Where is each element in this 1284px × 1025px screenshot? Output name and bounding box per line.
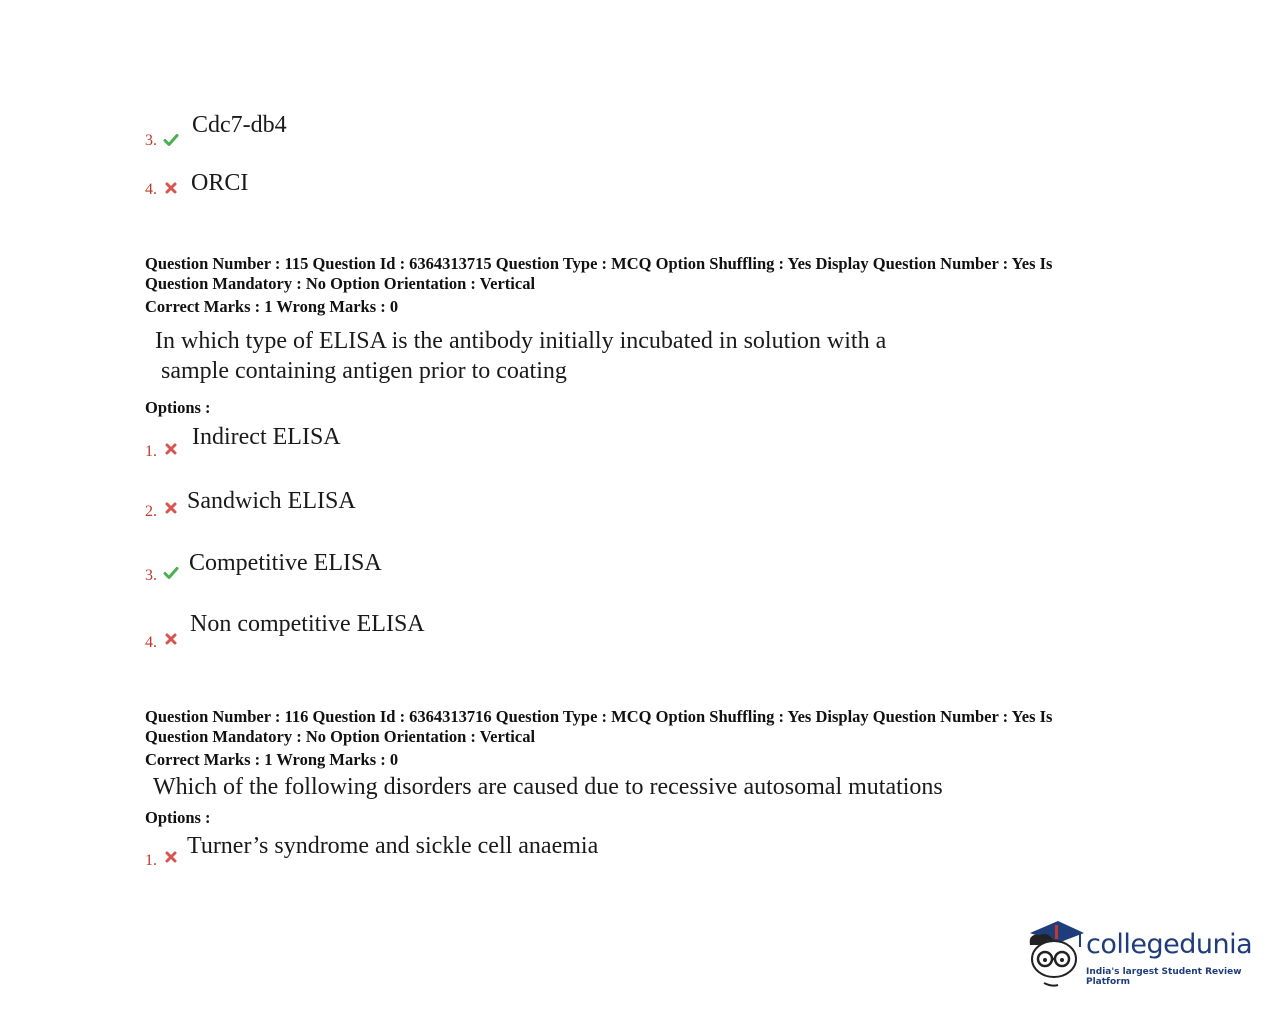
options-label: Options : [145, 808, 211, 827]
cross-icon [163, 180, 179, 196]
option-number: 4. [145, 181, 157, 198]
option-number: 4. [145, 634, 157, 651]
option-number: 3. [145, 132, 157, 149]
option-number: 3. [145, 567, 157, 584]
check-icon [163, 565, 179, 581]
option-number: 1. [145, 852, 157, 869]
question-text: In which type of ELISA is the antibody initially incubated in solution with a [155, 328, 887, 354]
option-number: 1. [145, 443, 157, 460]
option-text: Competitive ELISA [189, 550, 382, 576]
question-text: sample containing antigen prior to coating [161, 358, 567, 384]
option-text: Sandwich ELISA [187, 488, 356, 514]
logo-name: collegedunia [1086, 929, 1253, 960]
collegedunia-logo [1024, 915, 1264, 990]
question-meta-line: Question Number : 116 Question Id : 6364313716 Question Type : MCQ Option Shuffling : Yes Display Question Number : Yes Is [145, 707, 1053, 726]
question-marks: Correct Marks : 1 Wrong Marks : 0 [145, 750, 399, 769]
question-meta-line: Question Mandatory : No Option Orientation : Vertical [145, 727, 536, 746]
question-meta [145, 254, 1125, 294]
option-text: Non competitive ELISA [190, 611, 425, 637]
question-meta [145, 707, 1125, 747]
option-text: Cdc7-db4 [192, 112, 287, 138]
option-text: Indirect ELISA [192, 424, 341, 450]
logo-tagline: India's largest Student Review Platform [1086, 967, 1242, 987]
question-meta-line: Question Mandatory : No Option Orientation : Vertical [145, 274, 536, 293]
cross-icon [163, 441, 179, 457]
option-number: 2. [145, 503, 157, 520]
option-text: ORCI [191, 170, 249, 196]
check-icon [163, 132, 179, 148]
question-text: Which of the following disorders are caused due to recessive autosomal mutations [153, 774, 943, 800]
question-marks: Correct Marks : 1 Wrong Marks : 0 [145, 297, 399, 316]
mascot-icon [1024, 915, 1086, 990]
option-text: Turner’s syndrome and sickle cell anaemia [187, 833, 599, 859]
question-meta-line: Question Number : 115 Question Id : 6364313715 Question Type : MCQ Option Shuffling : Yes Display Question Number : Yes Is [145, 254, 1053, 273]
cross-icon [163, 631, 179, 647]
cross-icon [163, 500, 179, 516]
cross-icon [163, 849, 179, 865]
options-label: Options : [145, 398, 211, 417]
